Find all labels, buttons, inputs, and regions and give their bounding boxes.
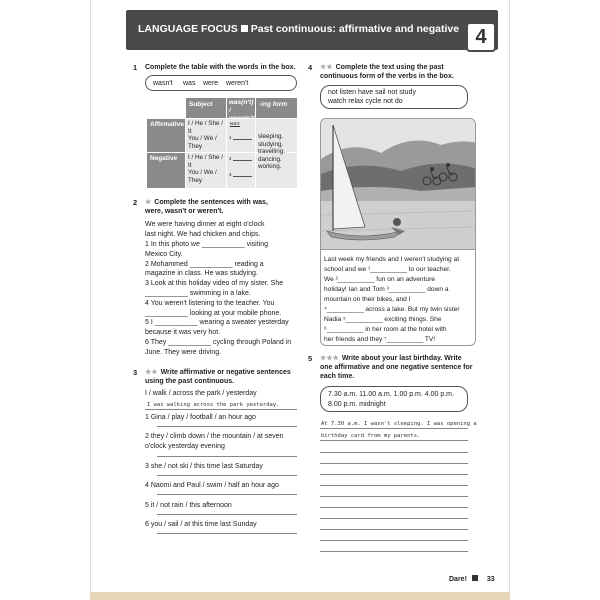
ex1-word-3: were xyxy=(203,80,219,87)
ex3-instruction: ★★ Write affirmative or negative sentences using the past continuous. xyxy=(145,369,291,385)
ex3-item: 1 Gina / play / football / an hour ago xyxy=(145,414,256,421)
table-header-ing: -ing form xyxy=(256,98,297,118)
ex5-example-line-1: At 7.30 a.m. I wasn't sleeping. I was opening a xyxy=(321,421,477,427)
unit-number-badge: 4 xyxy=(466,22,496,52)
ex2-number: 2 xyxy=(133,198,138,207)
ex2-instruction: ★ Complete the sentences with was, were, wasn't or weren't. xyxy=(145,199,268,215)
ex2-item: magazine in class. He was studying. xyxy=(145,270,258,278)
ex3-example-answer: I was walking across the park yesterday. xyxy=(147,402,280,408)
table-neg-subjects: I / He / She / It You / We / They xyxy=(188,154,223,184)
ex3-item: 2 they / climb down / the mountain / at seven o'clock yesterday evening xyxy=(145,433,284,450)
table-answer-was: was xyxy=(230,121,240,127)
ex3-number: 3 xyxy=(133,368,138,377)
ex5-number: 5 xyxy=(308,354,313,363)
header-title: LANGUAGE FOCUS Past continuous: affirmative and negative xyxy=(138,23,460,35)
ex4-number: 4 xyxy=(308,63,313,72)
page-bottom-band xyxy=(90,592,510,600)
ex2-item: 4 You weren't listening to the teacher. You xyxy=(145,299,275,307)
ex4-word-list: not listen have sail not study watch relax cycle not do xyxy=(328,89,416,105)
workbook-page xyxy=(90,0,510,600)
ex5-instruction: ★★★ Write about your last birthday. Write one affirmative and one negative sentence for each time. xyxy=(320,355,473,380)
ex3-item: 6 you / sail / at this time last Sunday xyxy=(145,521,257,528)
ex1-instruction: Complete the table with the words in the box. xyxy=(145,64,296,71)
footer-square-icon xyxy=(472,575,478,581)
ex3-example-prompt: I / walk / across the park / yesterday xyxy=(145,390,257,397)
ex1-word-4: weren't xyxy=(226,80,249,87)
table-row-negative: Negative xyxy=(147,153,185,188)
page-footer xyxy=(449,575,495,583)
ex2-item: ___________ swimming in a lake. xyxy=(145,289,251,297)
ex2-item: 5 I ___________ wearing a sweater yesterday xyxy=(145,319,289,327)
ex1-word-1: wasn't xyxy=(153,80,173,87)
table-row-affirmative: Affirmative xyxy=(147,119,185,152)
ex2-item: 6 They ___________ cycling through Poland in xyxy=(145,338,292,346)
ex1-number: 1 xyxy=(133,63,138,72)
page-number: 33 xyxy=(486,576,495,583)
table-header-subject: Subject xyxy=(186,98,226,118)
ex1-word-2: was xyxy=(183,80,196,87)
table-blank-1: 1 xyxy=(229,135,232,140)
ex5-example-line-2: birthday card from my parents. xyxy=(321,433,421,439)
ex4-text: Last week my friends and I weren't studying at school and we ¹__________ to our teacher. We ²__________ fun on an adventure holiday! Ian and Tom ³__________ down a mountain on their bikes, and I ⁴__________ across a lake. But my twin sister Nadia ⁵__________ exciting things. She ⁶__________ in her room at the hotel with her friends and they ⁷__________ TV! xyxy=(324,256,460,343)
section-header xyxy=(126,10,498,50)
ex2-item: 1 In this photo we ___________ visiting xyxy=(145,241,268,248)
ex2-item: Mexico City. xyxy=(145,250,183,258)
ex5-times: 7.30 a.m. 11.00 a.m. 1.00 p.m. 4.00 p.m. 8.00 p.m. midnight xyxy=(328,391,454,408)
table-blank-3: 3 xyxy=(229,172,232,177)
ex2-items xyxy=(145,240,291,358)
table-header-verb: was(n't) / xyxy=(227,98,255,118)
ex3-item: 5 it / not rain / this afternoon xyxy=(145,502,232,509)
ex3-item: 4 Naomi and Paul / swim / half an hour ago xyxy=(145,482,279,489)
ex2-item: ___________ looking at your mobile phone. xyxy=(145,309,282,317)
ex2-example: We were having dinner at eight o'clock last night. We had chicken and chips. xyxy=(145,221,265,238)
table-aff-subjects: I / He / She / It You / We / They xyxy=(188,120,223,150)
table-blank-2: 2 xyxy=(229,156,232,161)
ex2-item: June. They were driving. xyxy=(145,348,222,356)
lake-scene-image xyxy=(321,119,476,250)
brand-name: Dare! xyxy=(449,576,467,583)
ex3-item: 3 she / not ski / this time last Saturday xyxy=(145,463,263,470)
ex2-item: because it was very hot. xyxy=(145,329,221,337)
ex2-item: 3 Look at this holiday video of my sister. She xyxy=(145,280,284,288)
sailing-illustration xyxy=(320,118,476,250)
ex2-item: 2 Mohammed ___________ reading a xyxy=(145,260,264,268)
table-ing-forms: sleeping. studying. travelling. dancing. working. xyxy=(258,133,285,170)
ex4-instruction: ★★ Complete the text using the past continuous form of the verbs in the box. xyxy=(320,64,454,80)
